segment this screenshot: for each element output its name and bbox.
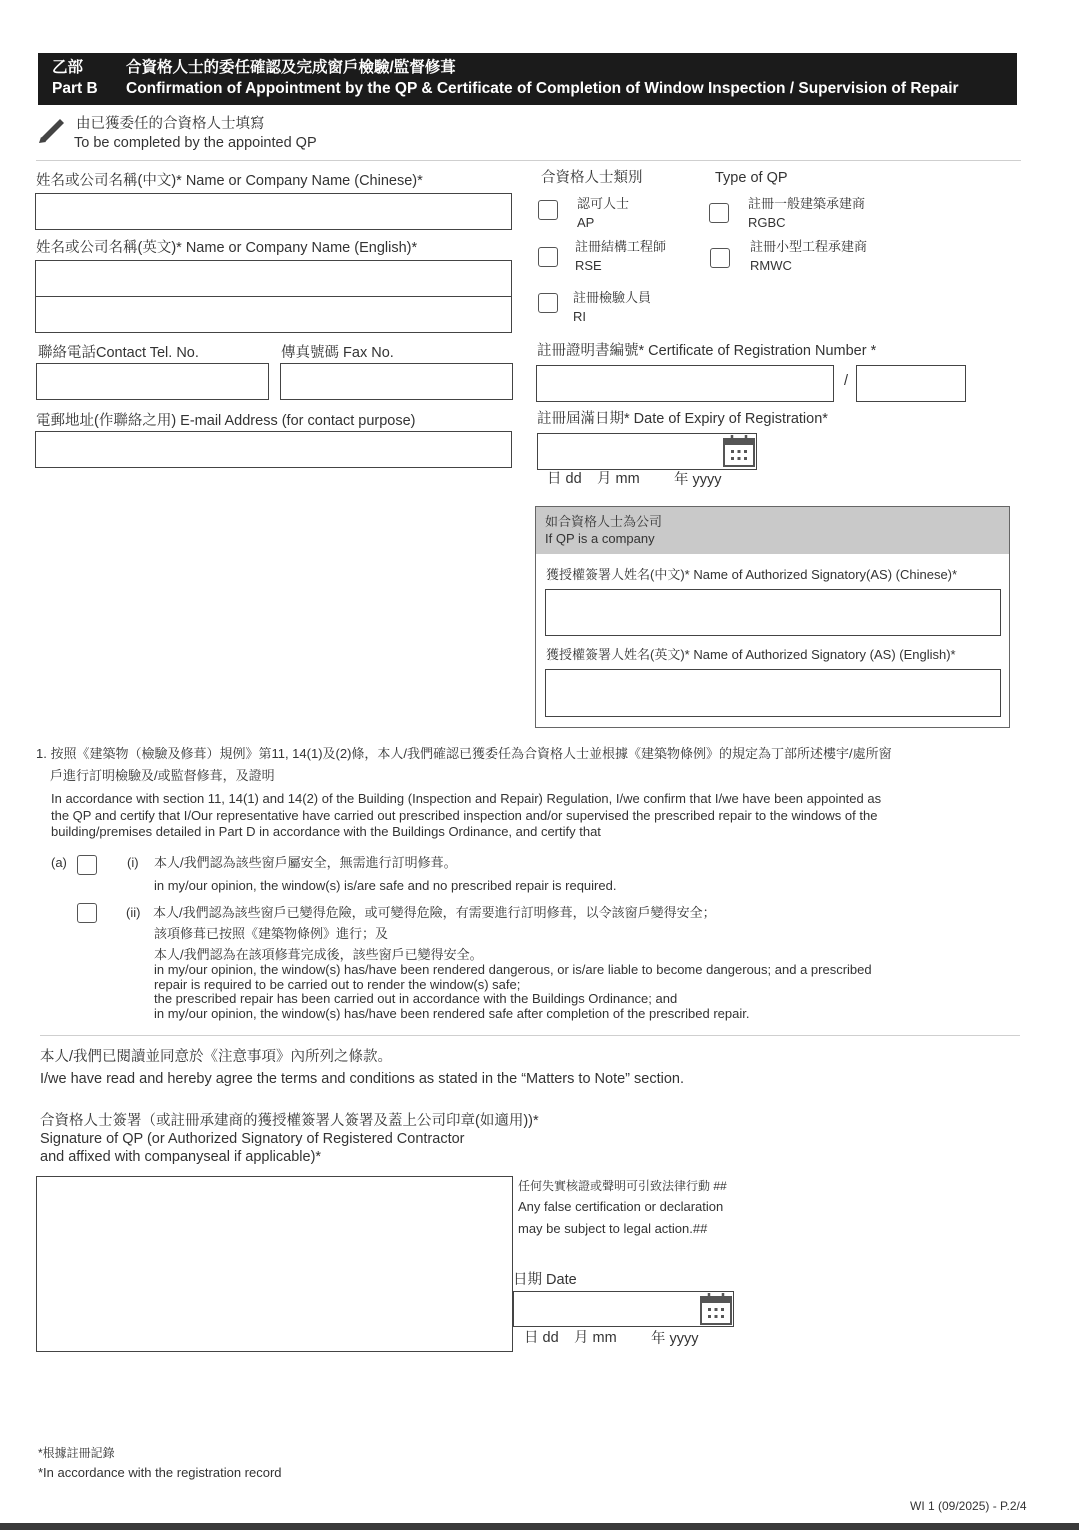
signature-label-en1: Signature of QP (or Authorized Signatory of Registered Contractor: [40, 1131, 465, 1147]
company-title-en: If QP is a company: [545, 531, 655, 546]
calendar-icon[interactable]: [722, 434, 756, 468]
email-input[interactable]: [35, 431, 512, 468]
page-reference: WI 1 (09/2025) - P.2/4: [910, 1499, 1027, 1513]
cert-no-suffix-input[interactable]: [856, 365, 966, 402]
option-ii-en4: in my/our opinion, the window(s) has/have been rendered safe after completion of the prescribed repair.: [154, 1006, 750, 1021]
option-a-label: (a): [51, 855, 67, 870]
qp-type-ri-checkbox[interactable]: [538, 293, 558, 313]
completed-by-en: To be completed by the appointed QP: [74, 135, 317, 151]
fax-label: 傳真號碼 Fax No.: [281, 345, 394, 361]
as-chinese-input[interactable]: [545, 589, 1001, 636]
name-chinese-label: 姓名或公司名稱(中文)* Name or Company Name (Chinese)*: [36, 173, 423, 189]
title-en: Confirmation of Appointment by the QP & Certificate of Completion of Window Inspection / Supervision of Repair: [126, 80, 959, 97]
tel-input[interactable]: [36, 363, 269, 400]
divider: [40, 1035, 1020, 1036]
option-ii-checkbox[interactable]: [77, 903, 97, 923]
qp-type-rmwc-checkbox[interactable]: [710, 248, 730, 268]
qp-type-rgbc-en: RGBC: [748, 215, 786, 230]
cert-no-input[interactable]: [536, 365, 834, 402]
option-ii-zh1: 本人/我們認為該些窗戶已變得危險，或可變得危險，有需要進行訂明修葺，以令該窗戶變得安全；: [153, 905, 716, 920]
agree-en: I/we have read and hereby agree the terms and conditions as stated in the “Matters to Note” section.: [40, 1071, 684, 1087]
option-i-zh: 本人/我們認為該些窗戶屬安全，無需進行訂明修葺。: [154, 855, 457, 870]
expiry-label: 註冊屆滿日期* Date of Expiry of Registration*: [537, 411, 828, 427]
warning-zh: 任何失實核證或聲明可引致法律行動 ##: [518, 1179, 727, 1193]
name-english-label: 姓名或公司名稱(英文)* Name or Company Name (English)*: [36, 240, 418, 256]
option-i-checkbox[interactable]: [77, 855, 97, 875]
name-chinese-input[interactable]: [35, 193, 512, 230]
signature-label-en2: and affixed with companyseal if applicable)*: [40, 1149, 322, 1165]
warning-en1: Any false certification or declaration: [518, 1199, 724, 1214]
footnote-zh: *根據註冊記錄: [38, 1446, 115, 1460]
pencil-icon: [38, 116, 68, 144]
agree-zh: 本人/我們已閱讀並同意於《注意事項》內所列之條款。: [40, 1049, 393, 1065]
cert-no-separator: /: [844, 373, 849, 389]
option-ii-en1: in my/our opinion, the window(s) has/have been rendered dangerous, or is/are liable to become dangerous; and a prescribed: [154, 962, 872, 977]
cert-no-label: 註冊證明書編號* Certificate of Registration Number *: [537, 343, 877, 359]
option-ii-zh3: 本人/我們認為在該項修葺完成後，該些窗戶已變得安全。: [154, 947, 483, 962]
sign-dd-label: 日 dd: [524, 1330, 559, 1346]
option-ii-en2: repair is required to be carried out to render the window(s) safe;: [154, 977, 521, 992]
divider: [36, 160, 1021, 161]
email-label: 電郵地址(作聯絡之用) E-mail Address (for contact purpose): [36, 413, 416, 429]
declaration-zh-line2: 戶進行訂明檢驗及/或監督修葺，及證明: [50, 768, 275, 783]
as-english-input[interactable]: [545, 669, 1001, 717]
qp-type-rmwc-zh: 註冊小型工程承建商: [750, 239, 868, 254]
date-label: 日期 Date: [513, 1272, 577, 1288]
qp-type-ap-zh: 認可人士: [577, 196, 630, 211]
option-i-label: (i): [127, 855, 139, 870]
fax-input[interactable]: [280, 363, 513, 400]
footnote-en: *In accordance with the registration record: [38, 1465, 282, 1480]
bottom-bar: [0, 1523, 1079, 1530]
expiry-dd-label: 日 dd: [547, 471, 582, 487]
name-english-input-2[interactable]: [35, 296, 512, 333]
sign-yyyy-label: 年 yyyy: [651, 1331, 699, 1347]
qp-type-ri-zh: 註冊檢驗人員: [573, 290, 652, 305]
title-zh: 合資格人士的委任確認及完成窗戶檢驗/監督修葺: [126, 59, 456, 76]
qp-type-rgbc-checkbox[interactable]: [709, 203, 729, 223]
tel-label: 聯絡電話Contact Tel. No.: [38, 345, 199, 361]
qp-type-rse-en: RSE: [575, 258, 602, 273]
part-label-zh: 乙部: [52, 59, 84, 76]
name-english-input-1[interactable]: [35, 260, 512, 297]
option-ii-en3: the prescribed repair has been carried out in accordance with the Buildings Ordinance; and: [154, 991, 678, 1006]
qp-type-label-zh: 合資格人士類別: [541, 170, 643, 186]
part-b-header: [38, 53, 1017, 105]
company-panel: [535, 506, 1010, 728]
option-ii-label: (ii): [126, 905, 141, 920]
as-chinese-label: 獲授權簽署人姓名(中文)* Name of Authorized Signatory(AS) (Chinese)*: [546, 567, 958, 582]
qp-type-rse-zh: 註冊結構工程師: [575, 239, 667, 254]
qp-type-ap-en: AP: [577, 215, 595, 230]
sign-mm-label: 月 mm: [574, 1330, 617, 1346]
declaration-zh-line1: 1. 按照《建築物（檢驗及修葺）規例》第11, 14(1)及(2)條，本人/我們確認已獲委任為合資格人士並根據《建築物條例》的規定為丁部所述樓宇/處所窗: [36, 746, 892, 761]
declaration-en-line3: building/premises detailed in Part D in accordance with the Buildings Ordinance, and certify that: [51, 824, 601, 839]
option-ii-zh2: 該項修葺已按照《建築物條例》進行；及: [154, 926, 389, 941]
qp-type-ri-en: RI: [573, 309, 586, 324]
part-label-en: Part B: [52, 80, 98, 97]
option-i-en: in my/our opinion, the window(s) is/are safe and no prescribed repair is required.: [154, 878, 617, 893]
expiry-mm-label: 月 mm: [597, 471, 640, 487]
declaration-en-line1: In accordance with section 11, 14(1) and 14(2) of the Building (Inspection and Repair) Regulation, I/we confirm that I/we have been appointed as: [51, 791, 882, 806]
qp-type-rse-checkbox[interactable]: [538, 247, 558, 267]
qp-type-rmwc-en: RMWC: [750, 258, 792, 273]
declaration-en-line2: the QP and certify that I/Our representative have carried out prescribed inspection and/or supervised the prescribed repair to the windows of the: [51, 808, 878, 823]
expiry-yyyy-label: 年 yyyy: [674, 472, 722, 488]
qp-type-ap-checkbox[interactable]: [538, 200, 558, 220]
company-title-zh: 如合資格人士為公司: [545, 514, 663, 529]
completed-by-zh: 由已獲委任的合資格人士填寫: [76, 116, 265, 132]
signature-label-zh: 合資格人士簽署（或註冊承建商的獲授權簽署人簽署及蓋上公司印章(如適用))*: [40, 1113, 539, 1129]
signature-box[interactable]: [36, 1176, 513, 1352]
qp-type-rgbc-zh: 註冊一般建築承建商: [748, 196, 866, 211]
qp-type-label-en: Type of QP: [715, 170, 788, 186]
warning-en2: may be subject to legal action.##: [518, 1221, 708, 1236]
as-english-label: 獲授權簽署人姓名(英文)* Name of Authorized Signatory (AS) (English)*: [546, 647, 956, 662]
calendar-icon[interactable]: [699, 1292, 733, 1326]
